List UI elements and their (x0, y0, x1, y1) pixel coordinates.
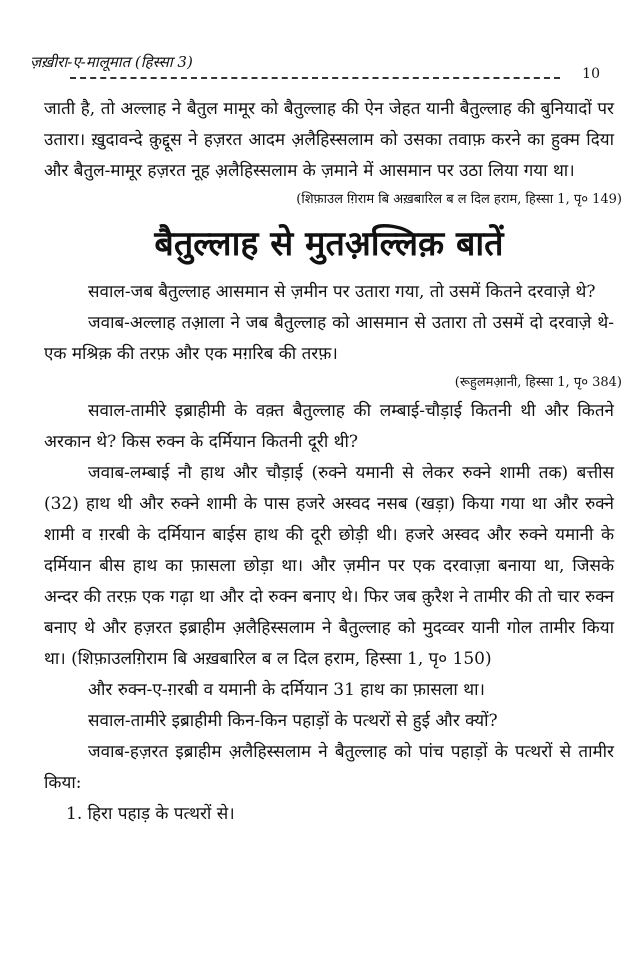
running-title: ज़ख़ीरा-ए-मालूमात (हिस्सा 3) (30, 53, 193, 71)
citation: (शिफ़ाउल ग़िराम बि अख़बारिल ब ल दिल हराम, हिस्सा 1, पृ० 149) (296, 192, 622, 207)
answer-2-extra: और रुक्न-ए-ग़रबी व यमानी के दर्मियान 31 हाथ का फ़ासला था। (88, 680, 485, 700)
question-1: सवाल-जब बैतुल्लाह आसमान से ज़मीन पर उतारा गया, तो उसमें कितने दरवाज़े थे? (88, 282, 596, 302)
citation: (रूहुलमआ़नी, हिस्सा 1, पृ० 384) (454, 375, 622, 390)
answer-1: जवाब-अल्लाह तआ़ला ने जब बैतुल्लाह को आसमान से उतारा तो उसमें दो दरवाज़े थे-एक मश्रिक़ की तरफ़ और एक मग़रिब की तरफ़। (44, 313, 614, 364)
answer-3: जवाब-हज़रत इब्राहीम अ़लैहिस्सलाम ने बैतुल्लाह को पांच पहाड़ों के पत्थरों से तामीर किया: (44, 742, 614, 793)
page-header (30, 52, 600, 82)
question-2: सवाल-तामीरे इब्राहीमी के वक़्त बैतुल्लाह की लम्बाई-चौड़ाई कितनी थी और कितने अरकान थे? किस रुक्न के दर्मियान कितनी दूरी थी? (44, 401, 614, 452)
question-3: सवाल-तामीरे इब्राहीमी किन-किन पहाड़ों के पत्थरों से हुई और क्यों? (88, 711, 498, 731)
opening-paragraph: जाती है, तो अल्लाह ने बैतुल मामूर को बैतुल्लाह की ऐन जेहत यानी बैतुल्लाह की बुनियादों पर उतारा। ख़ुदावन्दे क़ुद्दूस ने हज़रत आदम अ़लैहिस्सलाम को उसका तवाफ़ करने का हुक्म दिया और बैतुल-मामूर हज़रत नूह अ़लैहिस्सलाम के ज़माने में आसमान पर उठा लिया गया था। (44, 99, 614, 181)
section-heading: बैतुल्लाह से मुतअ़ल्लिक़ बातें (154, 224, 504, 264)
page-body (44, 94, 622, 830)
list-item: 1. हिरा पहाड़ के पत्थरों से। (66, 804, 235, 824)
header-divider (70, 77, 560, 79)
answer-2: जवाब-लम्बाई नौ हाथ और चौड़ाई (रुक्ने यमानी से लेकर रुक्ने शामी तक) बत्तीस (32) हाथ थी और रुक्ने शामी के पास हजरे अस्वद नसब (खड़ा) किया गया था और रुक्ने शामी व ग़रबी के दर्मियान बाईस हाथ की दूरी छोड़ी थी। हजरे अस्वद और रुक्ने यमानी के दर्मियान बीस हाथ का फ़ासला छोड़ा था। और ज़मीन पर एक दरवाज़ा बनाया था, जिसके अन्दर की तरफ़ एक गढ़ा था और दो रुक्न बनाए थे। फिर जब क़ुरैश ने तामीर की तो चार रुक्न बनाए थे और हज़रत इब्राहीम अ़लैहिस्सलाम ने बैतुल्लाह को मुदव्वर यानी गोल तामीर किया था। (शिफ़ाउलग़िराम बि अख़बारिल ब ल दिल हराम, हिस्सा 1, पृ० 150) (44, 463, 614, 669)
page-number: 10 (582, 66, 600, 82)
